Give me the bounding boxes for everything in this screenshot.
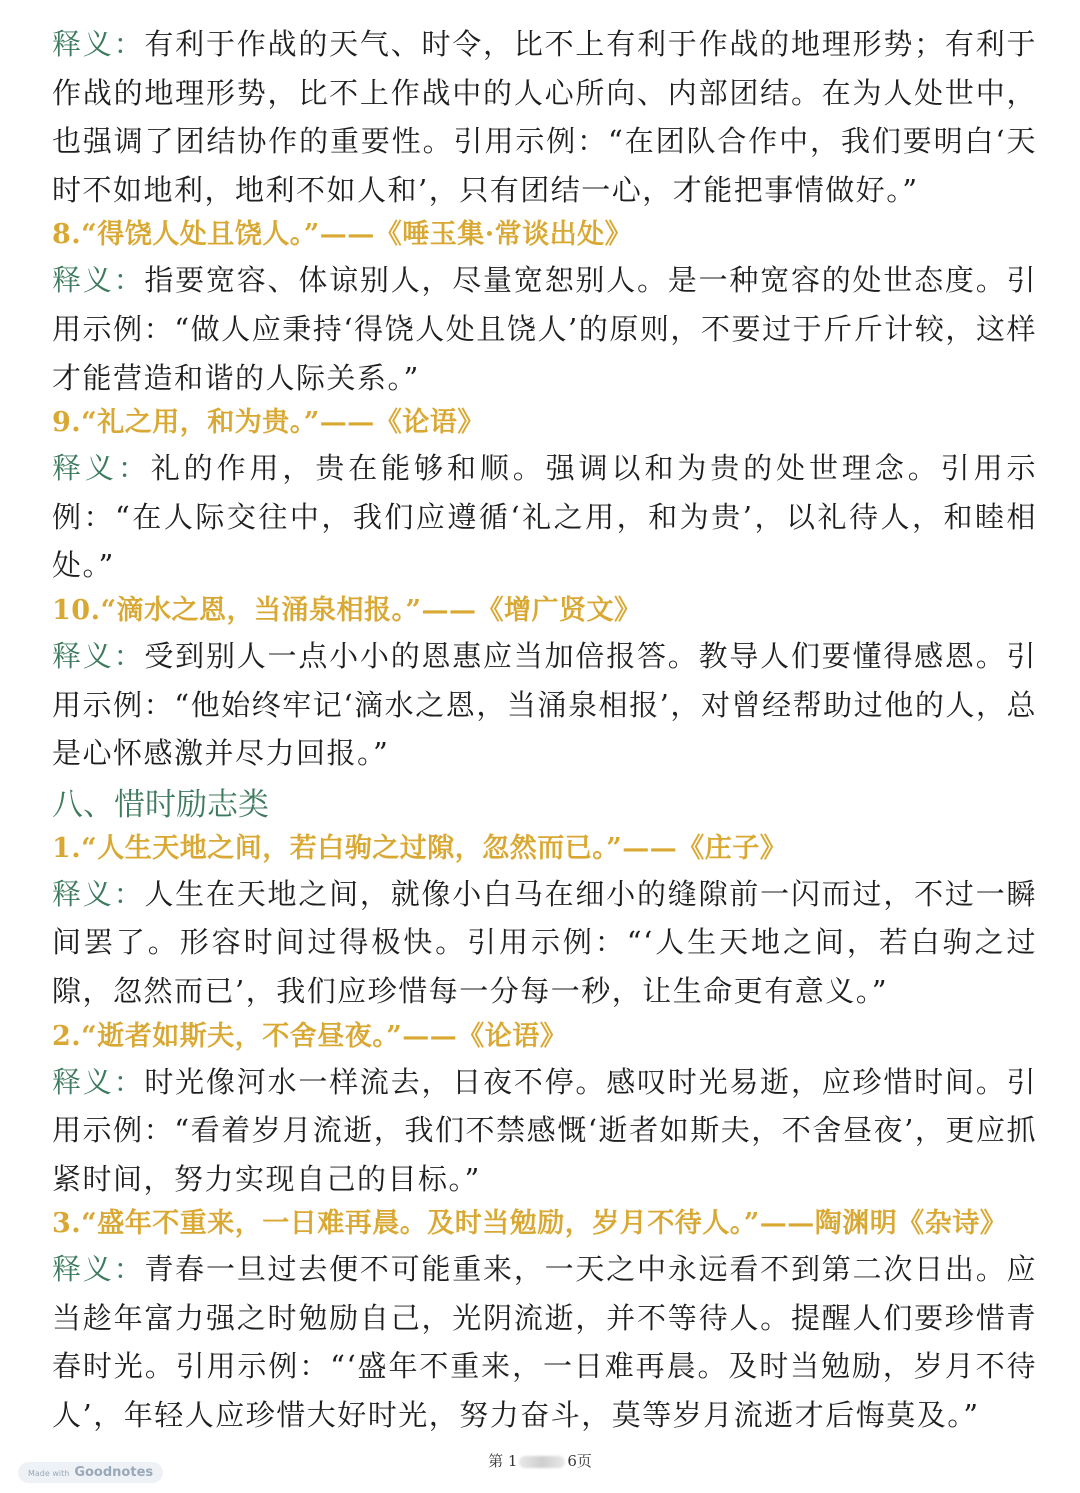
explanation-text: 指要宽容、体谅别人，尽量宽恕别人。是一种宽容的处世态度。引用示例：“做人应秉持‘得饶人处且饶人’的原则，不要过于斤斤计较，这样才能营造和谐的人际关系。” (52, 263, 1037, 395)
explanation-label: 释义： (52, 451, 151, 486)
page-number-suffix: 6页 (567, 1452, 592, 1470)
explanation-text: 受到别人一点小小的恩惠应当加倍报答。教导人们要懂得感恩。引用示例：“他始终牢记‘滴水之恩，当涌泉相报’，对曾经帮助过他的人，总是心怀感激并尽力回报。” (52, 638, 1037, 771)
explanation-paragraph (52, 1058, 1037, 1204)
explanation-text: 时光像河水一样流去，日夜不停。感叹时光易逝，应珍惜时间。引用示例：“看着岁月流逝，我们不禁感慨‘逝者如斯夫，不舍昼夜’，更应抓紧时间，努力实现自己的目标。” (52, 1064, 1037, 1196)
explanation-label: 释义： (52, 263, 145, 298)
explanation-text: 人生在天地之间，就像小白马在细小的缝隙前一闪而过，不过一瞬间罢了。形容时间过得极快。引用示例：“‘人生天地之间，若白驹之过隙，忽然而已’，我们应珍惜每一分每一秒，让生命更有意义。” (52, 876, 1037, 1008)
redacted-blur (519, 1456, 565, 1468)
goodnotes-brand-text: Goodnotes (74, 1465, 154, 1480)
explanation-label: 释义： (52, 638, 145, 673)
quote-heading: 1.“人生天地之间，若白驹之过隙，忽然而已。”——《庄子》 (52, 832, 788, 864)
page-number-prefix: 第 1 (488, 1452, 518, 1470)
quote-heading: 3.“盛年不重来，一日难再晨。及时当勉励，岁月不待人。”——陶渊明《杂诗》 (52, 1208, 1008, 1240)
explanation-paragraph (52, 632, 1037, 778)
explanation-label: 释义： (52, 27, 145, 61)
quote-heading: 10.“滴水之恩，当涌泉相报。”——《增广贤文》 (52, 594, 642, 626)
explanation-text: 有利于作战的天气、时令，比不上有利于作战的地理形势；有利于作战的地理形势，比不上作战中的人心所向、内部团结。在为人处世中，也强调了团结协作的重要性。引用示例：“在团队合作中，我们要明白‘天时不如地利，地利不如人和’，只有团结一心，才能把事情做好。” (52, 27, 1037, 207)
explanation-paragraph (52, 20, 1037, 214)
document-page (52, 20, 1037, 1440)
quote-heading: 2.“逝者如斯夫，不舍昼夜。”——《论语》 (52, 1020, 568, 1052)
explanation-label: 释义： (52, 1252, 145, 1287)
explanation-paragraph (52, 1245, 1037, 1439)
quote-heading: 8.“得饶人处且饶人。”——《唾玉集·常谈出处》 (52, 219, 633, 251)
explanation-paragraph (52, 256, 1037, 402)
section-title: 八、惜时励志类 (52, 786, 269, 823)
quote-heading: 9.“礼之用，和为贵。”——《论语》 (52, 407, 485, 439)
explanation-paragraph (52, 870, 1037, 1016)
goodnotes-watermark (18, 1462, 163, 1483)
explanation-text: 礼的作用，贵在能够和顺。强调以和为贵的处世理念。引用示例：“在人际交往中，我们应遵循‘礼之用，和为贵’，以礼待人，和睦相处。” (52, 451, 1037, 583)
explanation-label: 释义： (52, 1064, 145, 1099)
made-with-text: Made with (28, 1469, 70, 1478)
explanation-label: 释义： (52, 876, 145, 911)
explanation-paragraph (52, 444, 1037, 590)
explanation-text: 青春一旦过去便不可能重来，一天之中永远看不到第二次日出。应当趁年富力强之时勉励自己，光阴流逝，并不等待人。提醒人们要珍惜青春时光。引用示例：“‘盛年不重来，一日难再晨。及时当勉励，岁月不待人’，年轻人应珍惜大好时光，努力奋斗，莫等岁月流逝才后悔莫及。” (52, 1252, 1037, 1433)
